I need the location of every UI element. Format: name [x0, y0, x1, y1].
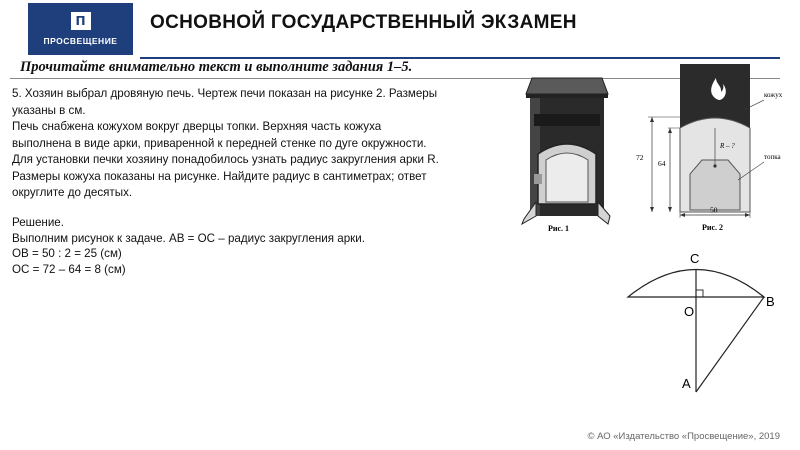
- task-line: указаны в см.: [12, 103, 86, 117]
- dimension-64: 64: [658, 159, 666, 168]
- solution-heading: Решение.: [12, 216, 64, 229]
- instruction-text: Прочитайте внимательно текст и выполните задания 1–5.: [20, 59, 413, 75]
- point-o-label: O: [684, 304, 695, 319]
- figure-2-caption: Рис. 2: [702, 223, 724, 232]
- solution-line: ОВ = 50 : 2 = 25 (см): [12, 247, 122, 260]
- point-b-label: B: [766, 294, 775, 309]
- solution-text: [12, 215, 492, 277]
- solution-diagram: [610, 250, 790, 395]
- logo-emblem-icon: П: [71, 12, 91, 30]
- dimension-72: 72: [636, 153, 644, 162]
- task-line: Размеры кожуха показаны на рисунке. Найдите радиус в сантиметрах; ответ: [12, 169, 427, 183]
- task-line: округлите до десятых.: [12, 186, 133, 199]
- figure-2-schematic: [628, 62, 788, 237]
- casing-label: кожух: [764, 91, 783, 99]
- radius-label: R – ?: [720, 142, 735, 150]
- figure-1-stove: [510, 74, 620, 234]
- figure-1-caption: Рис. 1: [548, 224, 570, 233]
- copyright-footer: © АО «Издательство «Просвещение», 2019: [587, 431, 780, 442]
- logo-text: ПРОСВЕЩЕНИЕ: [43, 36, 118, 46]
- point-c-label: C: [690, 251, 700, 266]
- task-line: 5. Хозяин выбрал дровяную печь. Чертеж печи показан на рисунке 2. Размеры: [12, 87, 438, 100]
- task-line: выполнена в виде арки, приваренной к передней стенке по дуге окружности.: [12, 136, 427, 150]
- task-line: Для установки печки хозяину понадобилось узнать радиус закругления арки R.: [12, 153, 439, 166]
- firebox-label: топка: [764, 153, 781, 161]
- header: [0, 0, 800, 60]
- solution-line: ОС = 72 – 64 = 8 (см): [12, 262, 126, 276]
- dimension-50: 50: [710, 205, 718, 215]
- task-line: Печь снабжена кожухом вокруг дверцы топки. Верхняя часть кожуха: [12, 120, 382, 133]
- publisher-logo: [28, 3, 133, 55]
- page-title: ОСНОВНОЙ ГОСУДАРСТВЕННЫЙ ЭКЗАМЕН: [150, 12, 577, 33]
- task-text: [12, 86, 512, 202]
- point-a-label: A: [682, 376, 691, 391]
- solution-line: Выполним рисунок к задаче. АВ = ОС – радиус закругления арки.: [12, 231, 365, 245]
